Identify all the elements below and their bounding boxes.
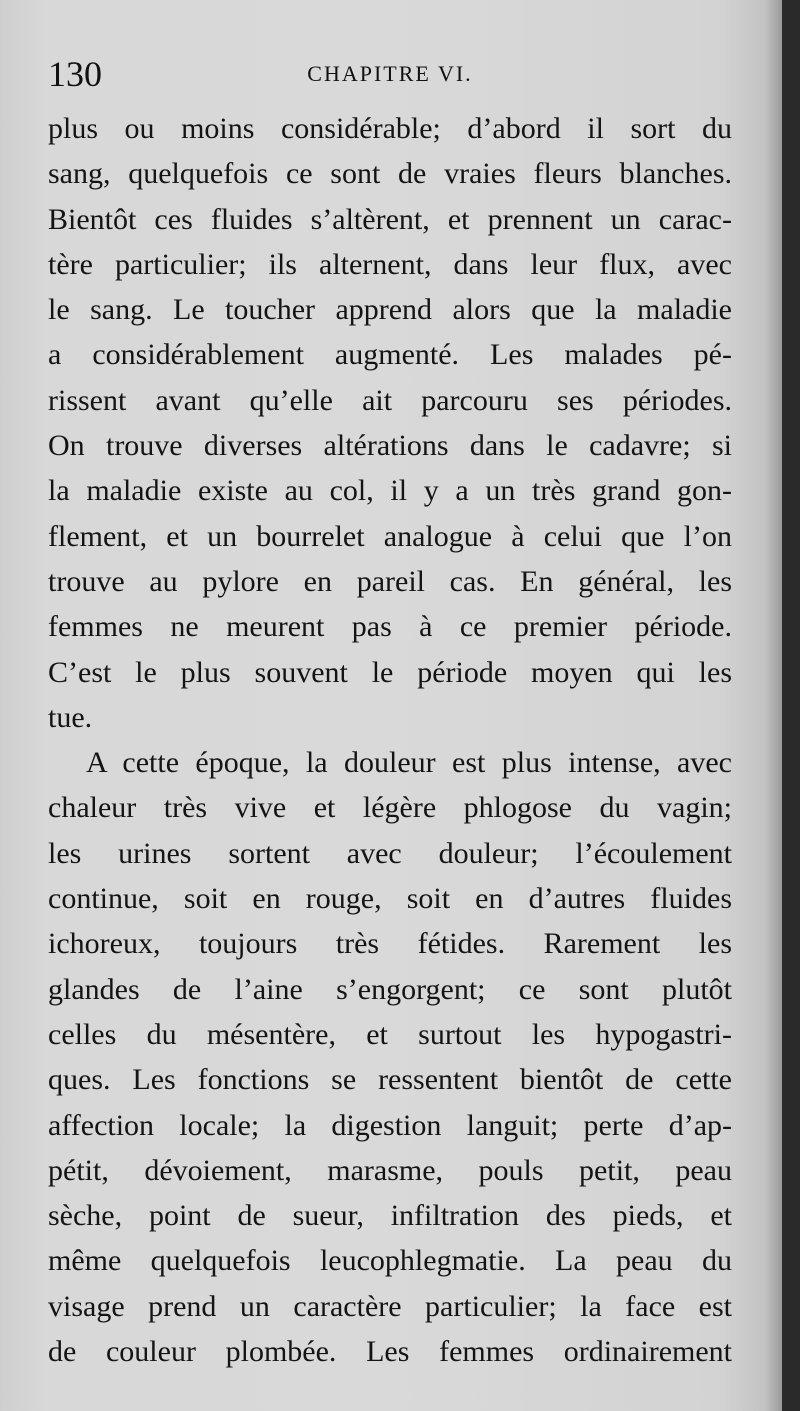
- text-line: rissent avant qu’elle ait parcouru ses périodes.: [48, 383, 732, 417]
- text-line: continue, soit en rouge, soit en d’autres fluides: [48, 882, 732, 916]
- text-line: chaleur très vive et légère phlogose du vagin;: [48, 791, 732, 825]
- text-line: visage prend un caractère particulier; la face est: [48, 1289, 732, 1323]
- text-line: celles du mésentère, et surtout les hypogastri-: [48, 1017, 732, 1051]
- paragraph: [48, 740, 732, 1374]
- text-line: flement, et un bourrelet analogue à celui que l’on: [48, 519, 732, 553]
- paragraph: [48, 106, 732, 740]
- text-line: Bientôt ces fluides s’altèrent, et prennent un carac-: [48, 202, 732, 236]
- text-line: sèche, point de sueur, infiltration des pieds, et: [48, 1199, 732, 1233]
- text-line: A cette époque, la douleur est plus intense, avec: [86, 746, 732, 780]
- text-line: tue.: [48, 700, 93, 734]
- body-text: [48, 106, 732, 1374]
- text-line: sang, quelquefois ce sont de vraies fleurs blanches.: [48, 157, 732, 191]
- text-line: femmes ne meurent pas à ce premier période.: [48, 610, 732, 644]
- text-line: plus ou moins considérable; d’abord il sort du: [48, 112, 732, 145]
- page-number: 130: [48, 54, 102, 94]
- text-line: On trouve diverses altérations dans le cadavre; si: [48, 429, 732, 463]
- text-line: a considérablement augmenté. Les malades pé-: [48, 338, 732, 372]
- page-header: [48, 54, 732, 94]
- running-head: CHAPITRE VI.: [307, 61, 473, 86]
- text-line: la maladie existe au col, il y a un très grand gon-: [48, 474, 732, 508]
- text-line: ques. Les fonctions se ressentent bientôt de cette: [48, 1063, 732, 1097]
- text-line: trouve au pylore en pareil cas. En général, les: [48, 564, 732, 598]
- text-line: ichoreux, toujours très fétides. Rarement les: [48, 927, 732, 961]
- text-line: glandes de l’aine s’engorgent; ce sont plutôt: [48, 972, 732, 1006]
- text-line: les urines sortent avec douleur; l’écoulement: [48, 836, 732, 870]
- text-line: de couleur plombée. Les femmes ordinairement: [48, 1335, 732, 1369]
- text-line: pétit, dévoiement, marasme, pouls petit, peau: [48, 1153, 732, 1187]
- text-line: même quelquefois leucophlegmatie. La peau du: [48, 1244, 732, 1278]
- text-line: C’est le plus souvent le période moyen qui les: [48, 655, 732, 689]
- text-line: le sang. Le toucher apprend alors que la maladie: [48, 293, 732, 327]
- text-line: tère particulier; ils alternent, dans leur flux, avec: [48, 247, 732, 281]
- text-line: affection locale; la digestion languit; perte d’ap-: [48, 1108, 732, 1142]
